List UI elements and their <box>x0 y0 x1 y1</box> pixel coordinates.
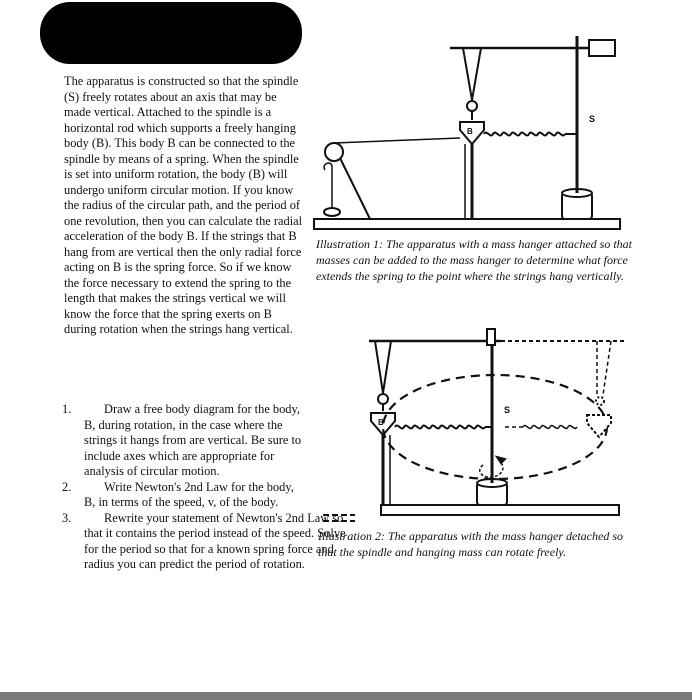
counterweight <box>589 40 615 56</box>
question-text: Rewrite your statement of Newton's 2nd Law so that it contains the period instead of the speed. Solve for the period so that for a known spring force and radius you can predict the period of rotation. <box>84 510 346 571</box>
illus2-spindle-label: S <box>504 405 511 415</box>
illus1-body-label: B <box>467 127 473 136</box>
intro-paragraph: The apparatus is constructed so that the spindle (S) freely rotates about an axis that may be made vertical. Attached to the spindle is a horizontal rod which supports a freely hanging body (B). This body B can be connected to the spindle by means of a spring. When the spindle is set into uniform rotation, the body (B) will undergo uniform circular motion. If you know the radius of the circular path, and the period of one revolution, then you can calculate the radial acceleration of the body B. If the strings that B hang from are vertical then the only radial force acting on B is the spring force. So if we know the force necessary to extend the spring to the length that makes the strings vertical we will know the force that the spring exerts on B during rotation when the strings hang vertical. <box>64 74 303 336</box>
illustration-2-caption: Illustration 2: The apparatus with the mass hanger detached so that the spindle and hanging mass can rotate freely. <box>318 529 623 559</box>
question-number: 1. <box>62 402 72 416</box>
bottom-scroll-bar <box>0 692 692 700</box>
spring <box>484 133 565 136</box>
spring <box>395 426 485 429</box>
illustration-1-caption: Illustration 1: The apparatus with a mass hanger attached so that masses can be added to the mass hanger to determine what force extends the spring to the point where the strings hang vertically. <box>316 237 633 283</box>
mass-hanger <box>324 163 332 208</box>
question-number: 3. <box>62 510 72 525</box>
base-plate <box>381 505 619 515</box>
question-number: 2. <box>62 479 72 494</box>
question-text: Write Newton's 2nd Law for the body, B, in terms of the speed, v, of the body. <box>84 479 294 509</box>
illustration-2 <box>315 325 635 525</box>
illus1-spindle-label: S <box>589 114 596 124</box>
illustration-1 <box>300 30 640 235</box>
base-plate <box>314 219 620 229</box>
question-text: Draw a free body diagram for the body, B, during rotation, in the case where the strings it hangs from are vertical. Be sure to include axes which are appropriate for analysis of circular motion. <box>84 402 302 478</box>
illus2-body-label: B <box>378 418 384 427</box>
redacted-header <box>40 2 302 64</box>
